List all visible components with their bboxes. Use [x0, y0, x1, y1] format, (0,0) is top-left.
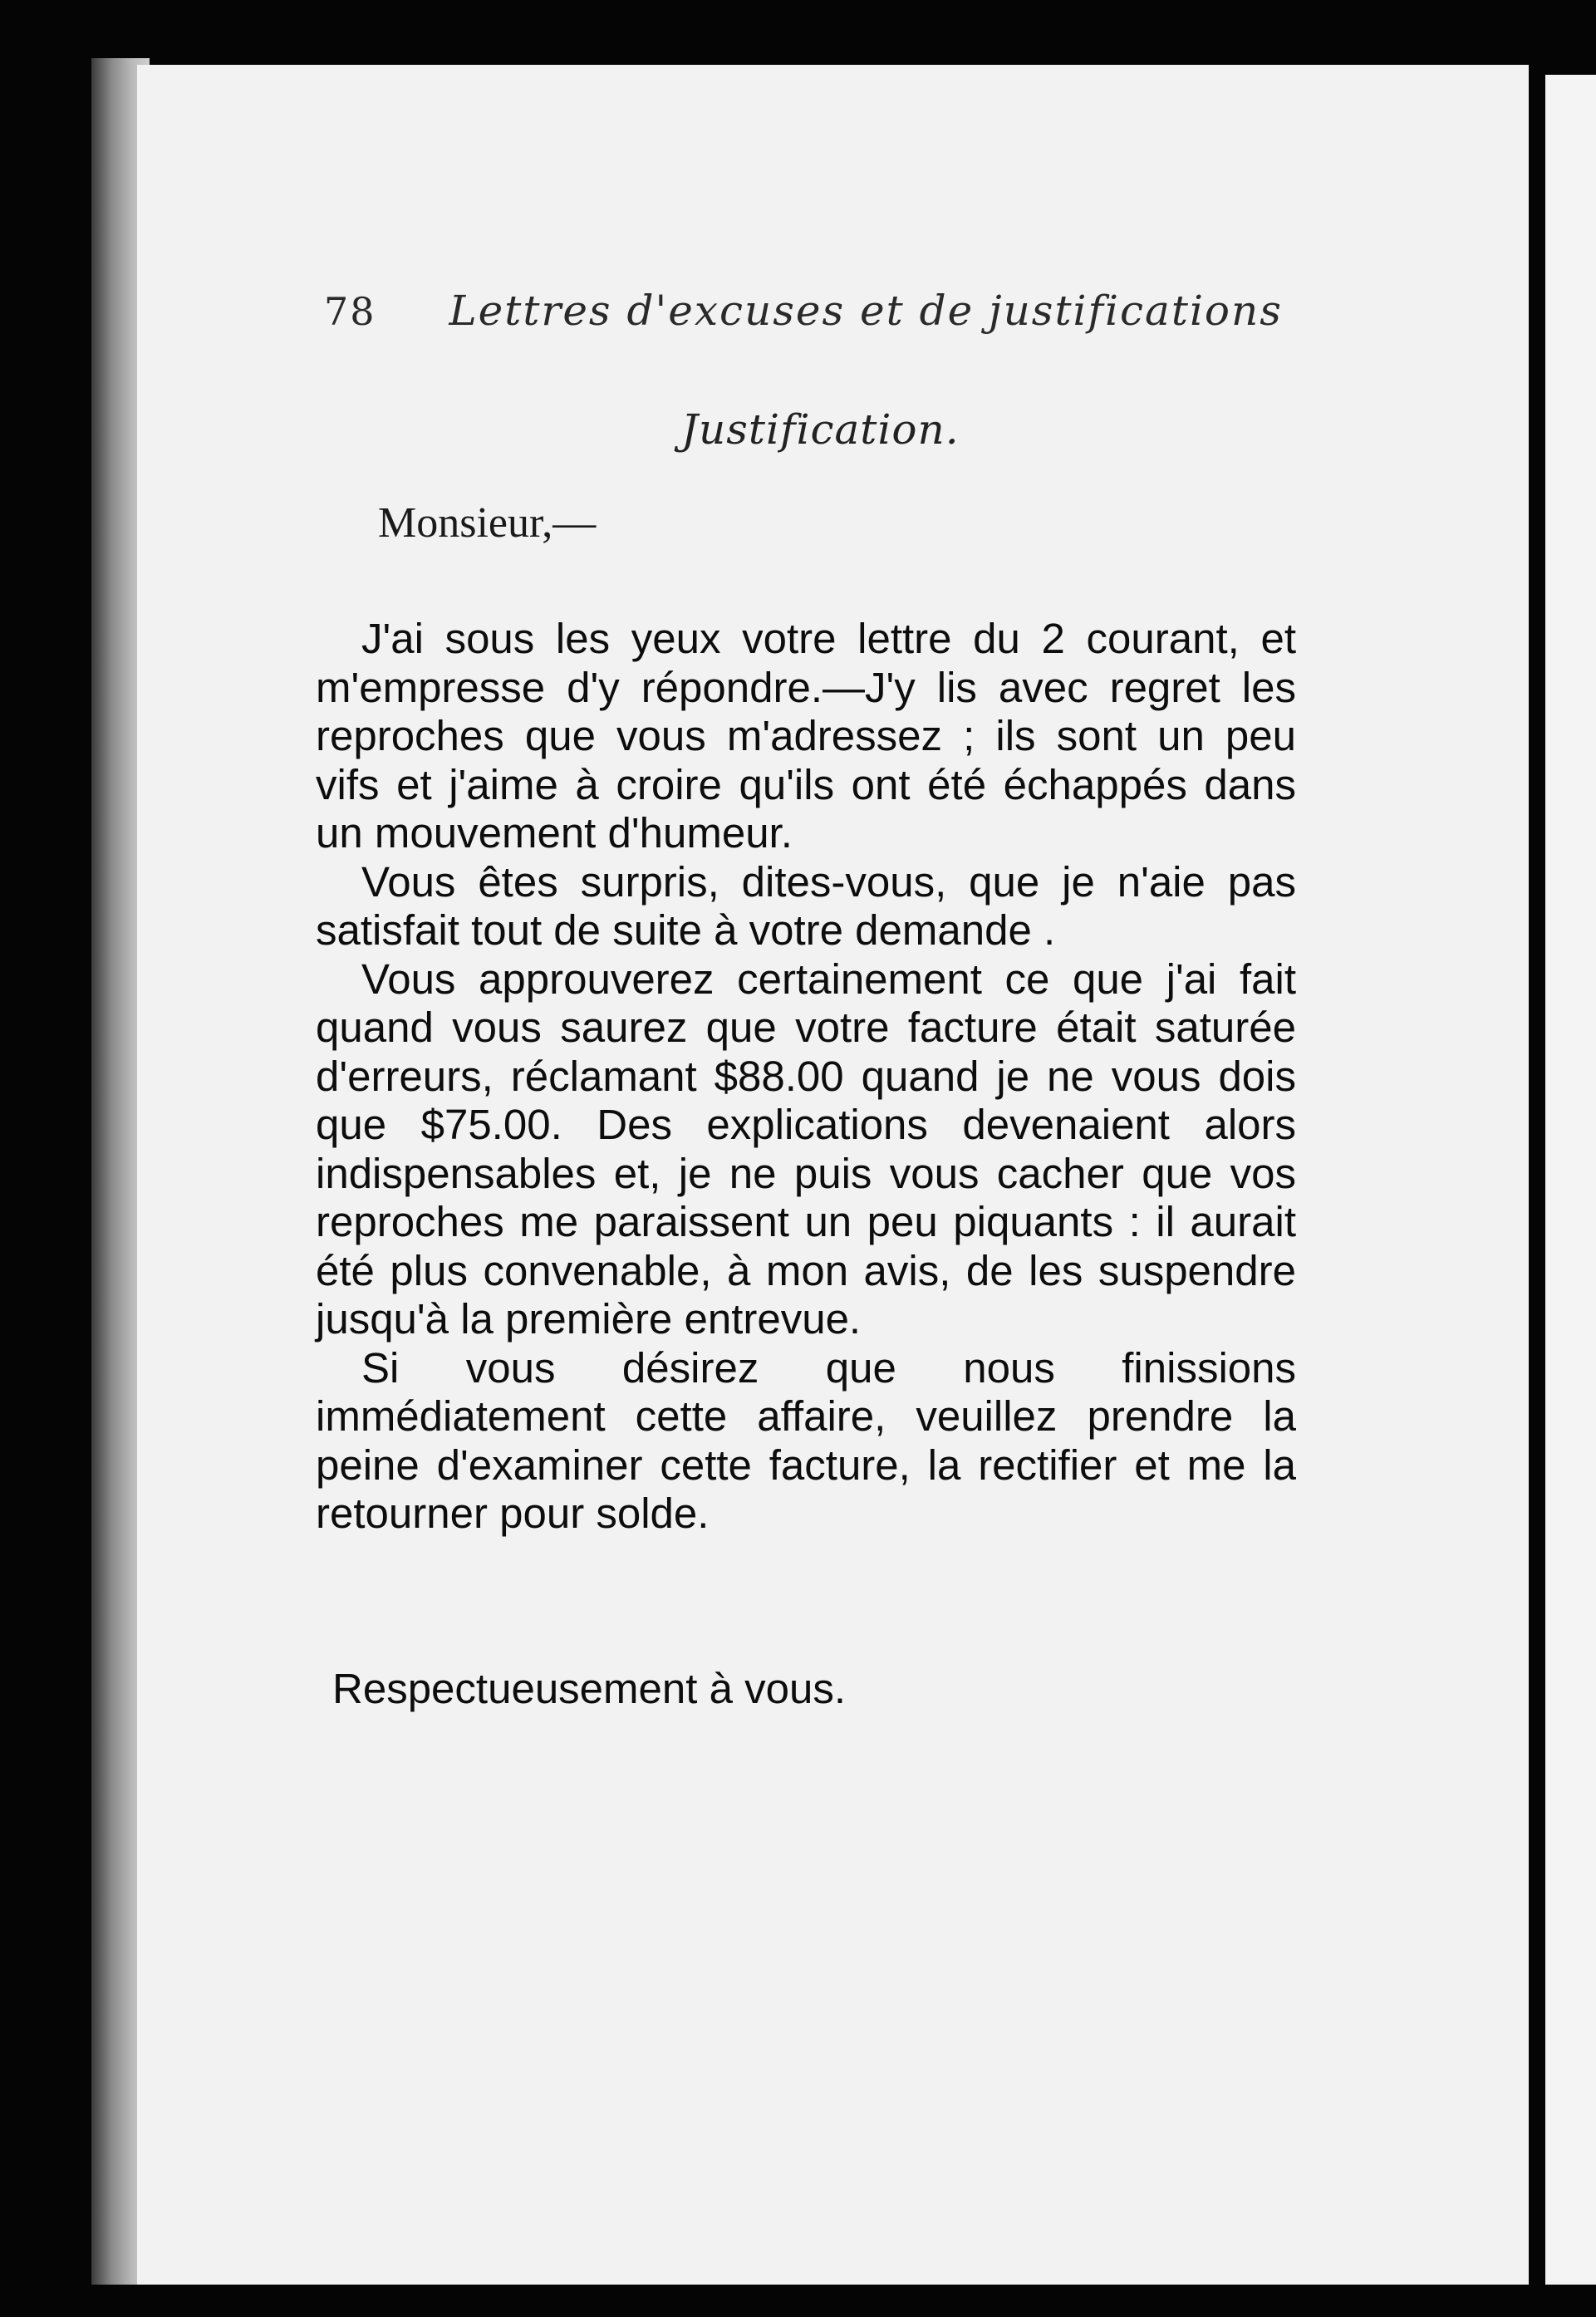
adjacent-page-edge	[1545, 75, 1596, 2285]
paragraph-1: J'ai sous les yeux votre lettre du 2 courant, et m'empresse d'y répondre.—J'y lis avec regret les reproches que vous m'adressez ; ils sont un peu vifs et j'aime à croire qu'ils ont été échappés dans un mouvement d'humeur.	[316, 615, 1296, 857]
letter-closing: Respectueusement à vous.	[332, 1665, 847, 1712]
letter-salutation: Monsieur,—	[378, 499, 597, 547]
paragraph-4: Si vous désirez que nous finissions immédiatement cette affaire, veuillez prendre la peine d'examiner cette facture, la rectifier et me la retourner pour solde.	[316, 1343, 1296, 1537]
section-title: Justification.	[681, 405, 960, 454]
paragraph-3: Vous approuverez certainement ce que j'ai fait quand vous saurez que votre facture était saturée d'erreurs, réclamant $88.00 quand je ne vous dois que $75.00. Des explications devenaient alors indispensables et, je ne puis vous cacher que vos reproches me paraissent un peu piquants : il aurait été plus convenable, à mon avis, de les suspendre jusqu'à la première entrevue.	[316, 955, 1296, 1343]
page-number: 78	[324, 289, 376, 334]
paragraph-2: Vous êtes surpris, dites-vous, que je n'aie pas satisfait tout de suite à votre demande .	[316, 857, 1296, 954]
running-header	[324, 287, 1304, 335]
letter-body	[316, 615, 1296, 1539]
running-title: Lettres d'excuses et de justifications	[449, 287, 1283, 335]
